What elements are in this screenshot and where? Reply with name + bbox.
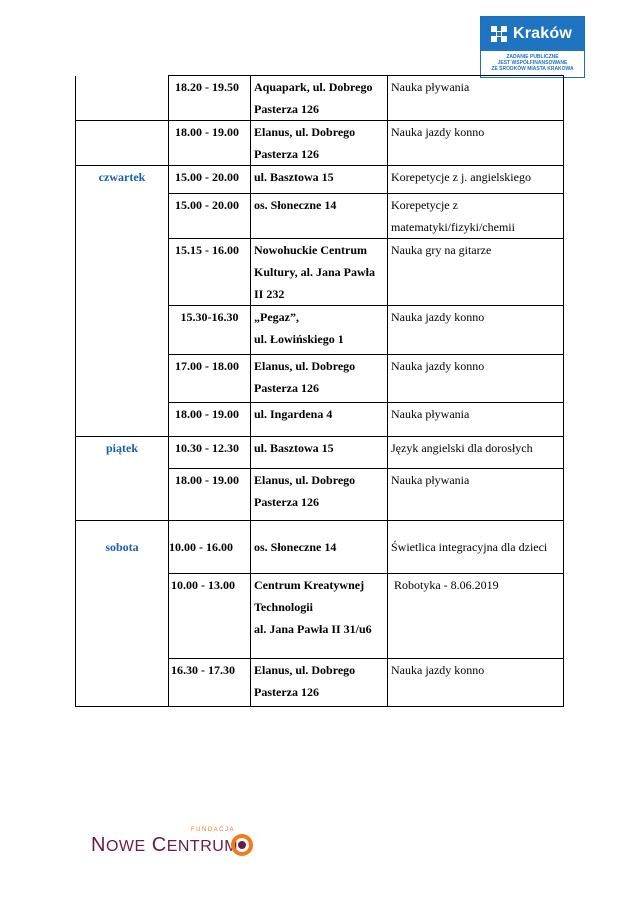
time-cell: 15.00 - 20.00 (169, 166, 251, 194)
day-cell (76, 403, 169, 437)
table-row (76, 121, 564, 166)
day-cell: sobota (76, 521, 169, 574)
foundation-name: NOWE CENTRUM (91, 834, 239, 856)
day-cell: czwartek (76, 166, 169, 194)
time-cell: 18.00 - 19.00 (169, 403, 251, 437)
table-row (76, 166, 564, 194)
day-cell (76, 76, 169, 121)
day-cell (76, 239, 169, 306)
place-cell: ul. Ingardena 4 (251, 403, 388, 437)
day-cell (76, 659, 169, 707)
circle-logo-icon (231, 834, 253, 856)
table-row (76, 521, 564, 574)
day-cell (76, 469, 169, 521)
activity-cell: Świetlica integracyjna dla dzieci (388, 521, 564, 574)
table-row (76, 403, 564, 437)
place-cell: Centrum Kreatywnej Technologii al. Jana Pawła II 31/u6 (251, 574, 388, 659)
place-cell: Elanus, ul. Dobrego Pasterza 126 (251, 355, 388, 403)
day-cell (76, 306, 169, 355)
activity-cell: Nauka pływania (388, 403, 564, 437)
krakow-funding-note: ZADANIE PUBLICZNE JEST WSPÓŁFINANSOWANE ZE ŚRODKÓW MIASTA KRAKOWA (491, 54, 574, 72)
time-cell: 18.20 - 19.50 (169, 76, 251, 121)
krakow-header-bar (481, 17, 584, 51)
time-cell: 18.00 - 19.00 (169, 121, 251, 166)
day-cell (76, 355, 169, 403)
table-row (76, 306, 564, 355)
time-cell: 10.30 - 12.30 (169, 437, 251, 469)
activity-cell: Robotyka - 8.06.2019 (388, 574, 564, 659)
time-cell: 15.15 - 16.00 (169, 239, 251, 306)
time-cell: 16.30 - 17.30 (169, 659, 251, 707)
place-cell: os. Słoneczne 14 (251, 194, 388, 239)
activity-cell: Nauka pływania (388, 76, 564, 121)
day-cell (76, 194, 169, 239)
activity-cell: Nauka jazdy konno (388, 659, 564, 707)
activity-cell: Nauka jazdy konno (388, 121, 564, 166)
place-cell: Nowohuckie Centrum Kultury, al. Jana Pawła II 232 (251, 239, 388, 306)
foundation-label: FUNDACJA (191, 827, 236, 833)
table-row (76, 76, 564, 121)
day-cell (76, 574, 169, 659)
activity-cell: Korepetycje z matematyki/fizyki/chemii (388, 194, 564, 239)
table-row (76, 194, 564, 239)
table-row (76, 239, 564, 306)
time-cell: 18.00 - 19.00 (169, 469, 251, 521)
activity-cell: Nauka jazdy konno (388, 306, 564, 355)
day-cell: piątek (76, 437, 169, 469)
krakow-badge (480, 16, 585, 78)
day-cell (76, 121, 169, 166)
place-cell: Elanus, ul. Dobrego Pasterza 126 (251, 121, 388, 166)
activity-cell: Nauka pływania (388, 469, 564, 521)
activity-cell: Nauka jazdy konno (388, 355, 564, 403)
time-cell: 10.00 - 16.00 (169, 521, 251, 574)
place-cell: Aquapark, ul. Dobrego Pasterza 126 (251, 76, 388, 121)
place-cell: ul. Basztowa 15 (251, 166, 388, 194)
place-cell: Elanus, ul. Dobrego Pasterza 126 (251, 659, 388, 707)
table-row (76, 355, 564, 403)
time-cell: 15.30-16.30 (169, 306, 251, 355)
table-row (76, 469, 564, 521)
place-cell: Elanus, ul. Dobrego Pasterza 126 (251, 469, 388, 521)
place-cell: ul. Basztowa 15 (251, 437, 388, 469)
krakow-logo-icon (491, 26, 507, 42)
place-cell: „Pegaz”, ul. Łowińskiego 1 (251, 306, 388, 355)
table-row (76, 437, 564, 469)
krakow-brand: Kraków (513, 25, 572, 42)
time-cell: 17.00 - 18.00 (169, 355, 251, 403)
activity-cell: Nauka gry na gitarze (388, 239, 564, 306)
activity-cell: Język angielski dla dorosłych (388, 437, 564, 469)
table-row (76, 574, 564, 659)
time-cell: 15.00 - 20.00 (169, 194, 251, 239)
time-cell: 10.00 - 13.00 (169, 574, 251, 659)
place-cell: os. Słoneczne 14 (251, 521, 388, 574)
schedule-table (75, 75, 564, 707)
activity-cell: Korepetycje z j. angielskiego (388, 166, 564, 194)
table-row (76, 659, 564, 707)
